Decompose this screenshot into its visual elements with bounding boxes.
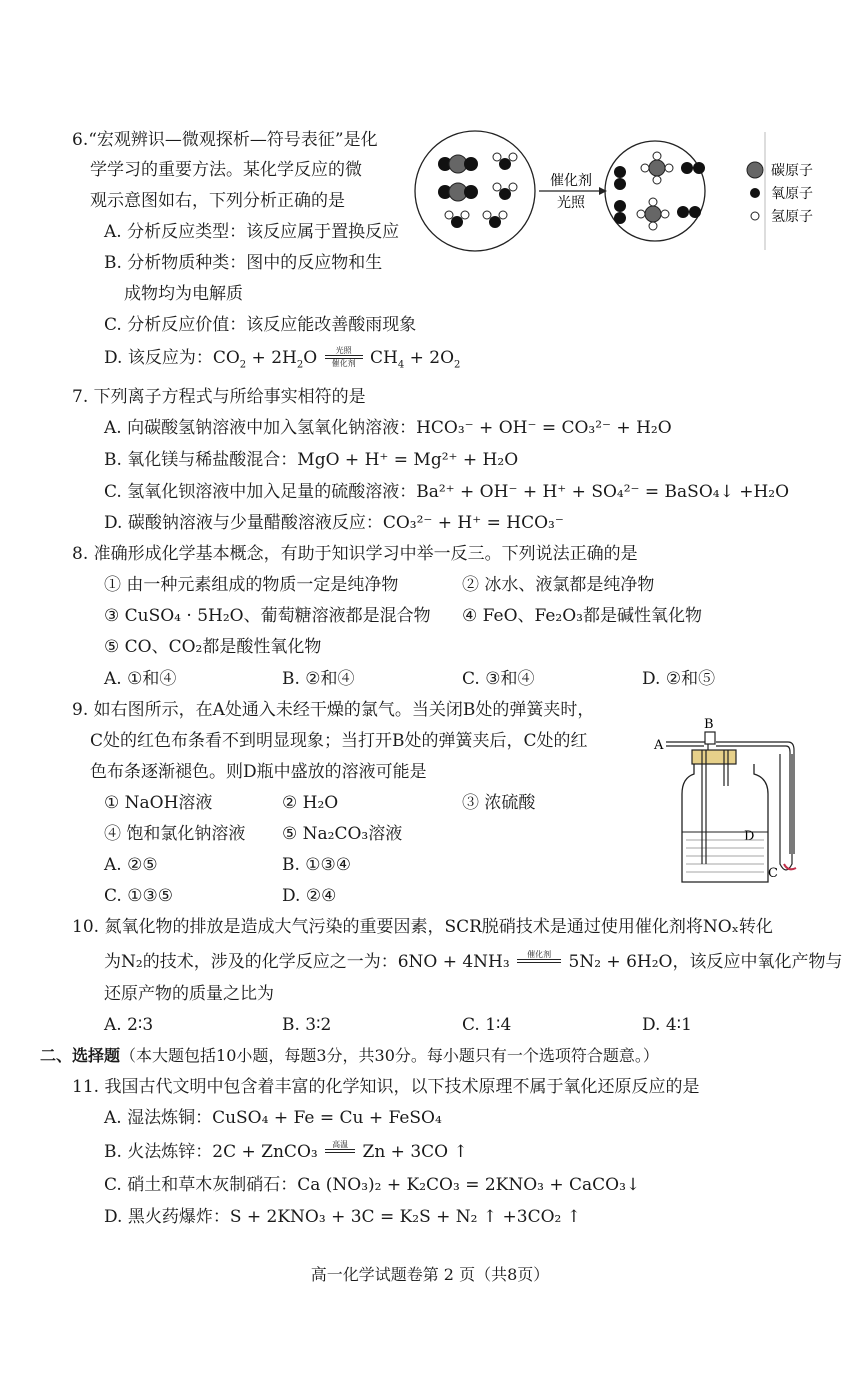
q6-option-c: C. 分析反应价值：该反应能改善酸雨现象 xyxy=(104,315,417,335)
q8-option-c: C. ③和④ xyxy=(462,669,535,689)
label-b: B xyxy=(704,717,714,732)
q10-option-d: D. 4∶1 xyxy=(642,1015,692,1035)
label-d: D xyxy=(744,829,755,844)
q6-stem-line3: 观示意图如右，下列分析正确的是 xyxy=(90,191,345,211)
spring-clamp xyxy=(705,732,715,744)
q10-option-a: A. 2∶3 xyxy=(104,1015,154,1035)
q8-statement-2: ② 冰水、液氯都是纯净物 xyxy=(462,575,655,595)
q6-option-b-line1: B. 分析物质种类：图中的反应物和生 xyxy=(104,253,383,273)
q11-option-c: C. 硝土和草木灰制硝石：Ca (NO₃)₂ + K₂CO₃ = 2KNO₃ + CaCO₃↓ xyxy=(104,1175,641,1195)
q6-option-d: D. 该反应为：$CO_2 + 2H_2O$ 光照 催化剂 $CH_4 + 2O_2$ xyxy=(104,345,461,371)
legend-carbon: 碳原子 xyxy=(771,163,813,179)
q8-statement-5: ⑤ CO、CO₂都是酸性氧化物 xyxy=(104,637,322,657)
q9-option-d: D. ②④ xyxy=(282,886,337,906)
legend-hydrogen: 氢原子 xyxy=(771,209,813,225)
q9-stem-line2: C处的红色布条看不到明显现象；当打开B处的弹簧夹后，C处的红 xyxy=(90,731,588,751)
q9-choice-5: ⑤ Na₂CO₃溶液 xyxy=(282,824,403,844)
q10-option-b: B. 3∶2 xyxy=(282,1015,332,1035)
q8-option-a: A. ①和④ xyxy=(104,669,177,689)
q10-reaction-condition: 催化剂 xyxy=(517,950,561,972)
q8-statement-3: ③ CuSO₄ · 5H₂O、葡萄糖溶液都是混合物 xyxy=(104,606,431,626)
q11-option-d: D. 黑火药爆炸：S + 2KNO₃ + 3C = K₂S + N₂ ↑ +3CO₂ ↑ xyxy=(104,1207,582,1227)
section-2-note: （本大题包括10小题，每题3分，共30分。每小题只有一个选项符合题意。） xyxy=(120,1046,659,1065)
q7-option-b: B. 氧化镁与稀盐酸混合：MgO + H⁺ = Mg²⁺ + H₂O xyxy=(104,450,519,470)
q8-option-d: D. ②和⑤ xyxy=(642,669,716,689)
co2-molecule xyxy=(438,183,478,201)
ch4-molecule xyxy=(641,152,673,184)
q6-reaction-condition: 光照 催化剂 xyxy=(325,346,363,368)
legend-oxygen: 氧原子 xyxy=(771,186,813,202)
q7-option-d: D. 碳酸钠溶液与少量醋酸溶液反应：CO₃²⁻ + H⁺ = HCO₃⁻ xyxy=(104,513,564,533)
q9-apparatus-diagram xyxy=(652,714,822,889)
q6-micro-reaction-diagram xyxy=(413,128,833,258)
h2o-molecule xyxy=(483,211,507,228)
q9-choice-3: ③ 浓硫酸 xyxy=(462,793,536,813)
q10-stem-line1: 10. 氮氧化物的排放是造成大气污染的重要因素，SCR脱硝技术是通过使用催化剂将NOₓ转化 xyxy=(72,917,773,937)
ch4-molecule xyxy=(637,198,669,230)
diagram-arrow-top-label: 催化剂 xyxy=(550,173,592,189)
o2-molecule xyxy=(681,162,705,174)
q11-option-b: B. 火法炼锌：2C + ZnCO₃ 高温 Zn + 3CO ↑ xyxy=(104,1139,468,1162)
q9-option-a: A. ②⑤ xyxy=(104,855,158,875)
q11-option-a: A. 湿法炼铜：CuSO₄ + Fe = Cu + FeSO₄ xyxy=(104,1108,442,1128)
q8-statement-4: ④ FeO、Fe₂O₃都是碱性氧化物 xyxy=(462,606,703,626)
section-2-header xyxy=(40,1044,659,1068)
q8-option-b: B. ②和④ xyxy=(282,669,355,689)
q7-stem: 7. 下列离子方程式与所给事实相符的是 xyxy=(72,387,366,407)
h2o-molecule xyxy=(493,153,517,170)
q10-stem-line3: 还原产物的质量之比为 xyxy=(104,984,274,1004)
stopper xyxy=(692,750,736,764)
q6-stem-line1: 6.“宏观辨识—微观探析—符号表征”是化 xyxy=(72,130,378,150)
page-footer: 高一化学试题卷第 2 页（共8页） xyxy=(310,1265,550,1284)
label-a: A xyxy=(654,738,664,753)
section-2-title: 二、选择题 xyxy=(40,1046,121,1065)
q9-option-c: C. ①③⑤ xyxy=(104,886,173,906)
o2-molecule xyxy=(677,206,701,218)
q7-option-c: C. 氢氧化钡溶液中加入足量的硫酸溶液：Ba²⁺ + OH⁻ + H⁺ + SO₄²⁻ = BaSO₄↓ +H₂O xyxy=(104,482,790,502)
q8-stem: 8. 准确形成化学基本概念，有助于知识学习中举一反三。下列说法正确的是 xyxy=(72,544,638,564)
h2o-molecule xyxy=(445,211,469,228)
q9-choice-1: ① NaOH溶液 xyxy=(104,793,213,813)
q9-option-b: B. ①③④ xyxy=(282,855,352,875)
h2o-molecule xyxy=(493,183,517,200)
o2-molecule xyxy=(614,166,626,190)
q9-stem-line1: 9. 如右图所示，在A处通入未经干燥的氯气。当关闭B处的弹簧夹时， xyxy=(72,700,595,720)
co2-molecule xyxy=(438,155,478,173)
q11-reaction-condition: 高温 xyxy=(325,1140,355,1162)
diagram-arrow-bottom-label: 光照 xyxy=(557,195,585,211)
q6-option-b-line2: 成物均为电解质 xyxy=(124,284,243,304)
q7-option-a: A. 向碳酸氢钠溶液中加入氢氧化钠溶液：HCO₃⁻ + OH⁻ = CO₃²⁻ + H₂O xyxy=(104,418,672,438)
q10-stem-line2: 为N₂的技术，涉及的化学反应之一为：6NO + 4NH₃ 催化剂 5N₂ + 6H₂O，该反应中氧化产物与 xyxy=(104,949,843,972)
q8-statement-1: ① 由一种元素组成的物质一定是纯净物 xyxy=(104,575,399,595)
q9-stem-line3: 色布条逐渐褪色。则D瓶中盛放的溶液可能是 xyxy=(90,762,427,782)
o2-molecule xyxy=(614,200,626,224)
q6-stem-line2: 学学习的重要方法。某化学反应的微 xyxy=(90,160,362,180)
label-c: C xyxy=(768,866,778,881)
q11-stem: 11. 我国古代文明中包含着丰富的化学知识，以下技术原理不属于氧化还原反应的是 xyxy=(72,1077,700,1097)
q10-option-c: C. 1∶4 xyxy=(462,1015,512,1035)
q6-option-a: A. 分析反应类型：该反应属于置换反应 xyxy=(104,222,400,242)
q9-choice-2: ② H₂O xyxy=(282,793,339,813)
q9-choice-4: ④ 饱和氯化钠溶液 xyxy=(104,824,246,844)
